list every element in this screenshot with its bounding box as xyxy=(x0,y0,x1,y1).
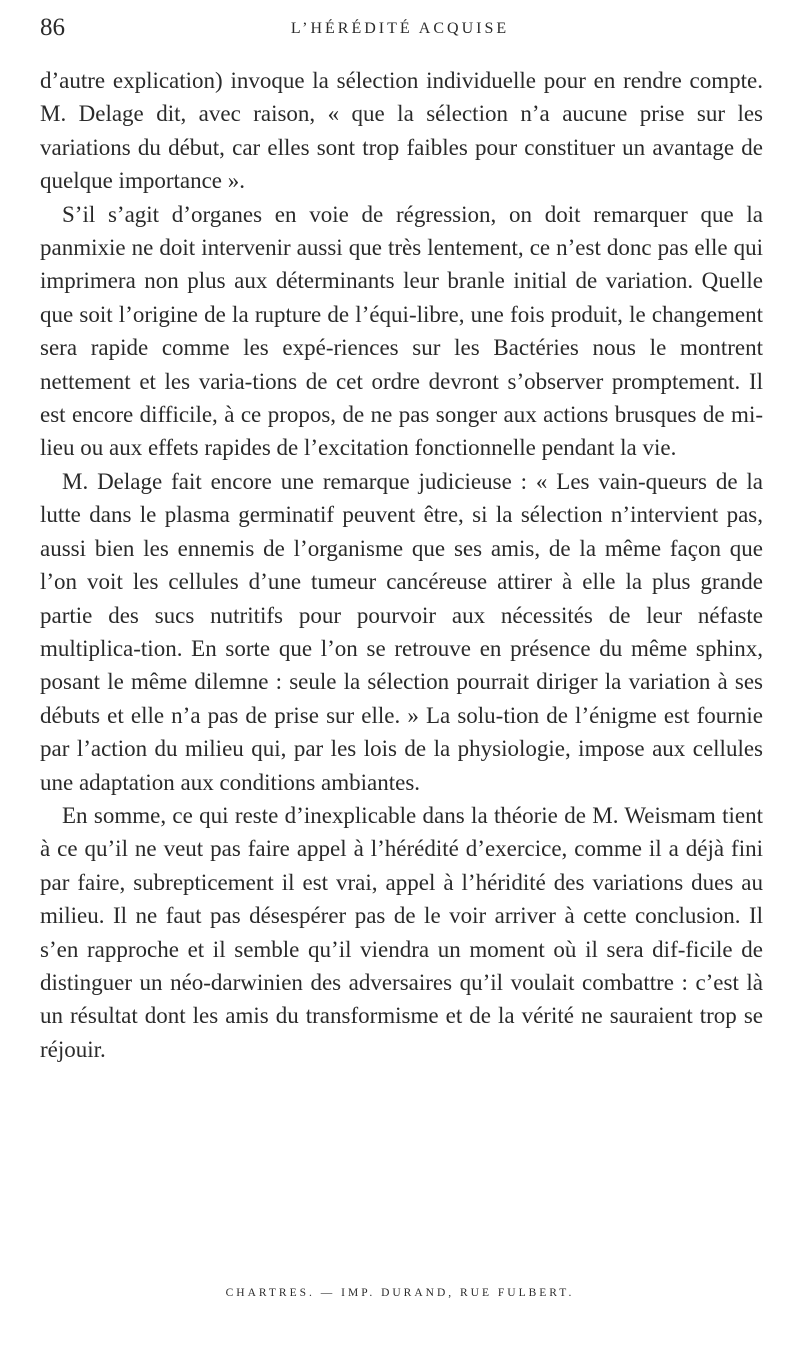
page-number: 86 xyxy=(40,14,65,41)
running-head xyxy=(40,14,760,50)
paragraph: En somme, ce qui reste d’inexplicable dans la théorie de M. Weismam tient à ce qu’il ne veut pas faire appel à l’hérédité d’exercice, comme il a déjà fini par faire, subrepticement il est vrai, appel à l’héridité des variations dues au milieu. Il ne faut pas désespérer pas de le voir arriver à cette conclusion. Il s’en rapproche et il semble qu’il viendra un moment où il sera dif-ficile de distinguer un néo-darwinien des adversaires qu’il voulait combattre : c’est là un résultat dont les amis du transformisme et de la vérité ne sauraient trop se réjouir. xyxy=(40,802,763,1062)
body-text xyxy=(40,64,763,1066)
paragraph-continuation: d’autre explication) invoque la sélection individuelle pour en rendre compte. M. Delage dit, avec raison, « que la sélection n’a aucune prise sur les variations du début, car elles sont trop faibles pour constituer un avantage de quelque importance ». xyxy=(40,68,763,194)
paragraph: M. Delage fait encore une remarque judicieuse : « Les vain-queurs de la lutte dans le plasma germinatif peuvent être, si la sélection n’intervient pas, aussi bien les ennemis de l’organisme que ses amis, de la même façon que l’on voit les cellules d’une tumeur cancéreuse attirer à elle la plus grande partie des sucs nutritifs pour pourvoir aux nécessités de leur néfaste multiplica-tion. En sorte que l’on se retrouve en présence du même sphinx, posant le même dilemne : seule la sélection pourrait diriger la variation à ses débuts et elle n’a pas de prise sur elle. » La solu-tion de l’énigme est fournie par l’action du milieu qui, par les lois de la physiologie, impose aux cellules une adaptation aux conditions ambiantes. xyxy=(40,468,763,795)
running-title: L’HÉRÉDITÉ ACQUISE xyxy=(290,20,510,37)
printer-imprint: CHARTRES. — IMP. DURAND, RUE FULBERT. xyxy=(225,1287,575,1299)
paragraph: S’il s’agit d’organes en voie de régression, on doit remarquer que la panmixie ne doit intervenir aussi que très lentement, ce n’est donc pas elle qui imprimera non plus aux déterminants leur branle initial de variation. Quelle que soit l’origine de la rupture de l’équi-libre, une fois produit, le changement sera rapide comme les expé-riences sur les Bactéries nous le montrent nettement et les varia-tions de cet ordre devront s’observer promptement. Il est encore difficile, à ce propos, de ne pas songer aux actions brusques de mi-lieu ou aux effets rapides de l’excitation fonctionnelle pendant la vie. xyxy=(40,201,763,461)
